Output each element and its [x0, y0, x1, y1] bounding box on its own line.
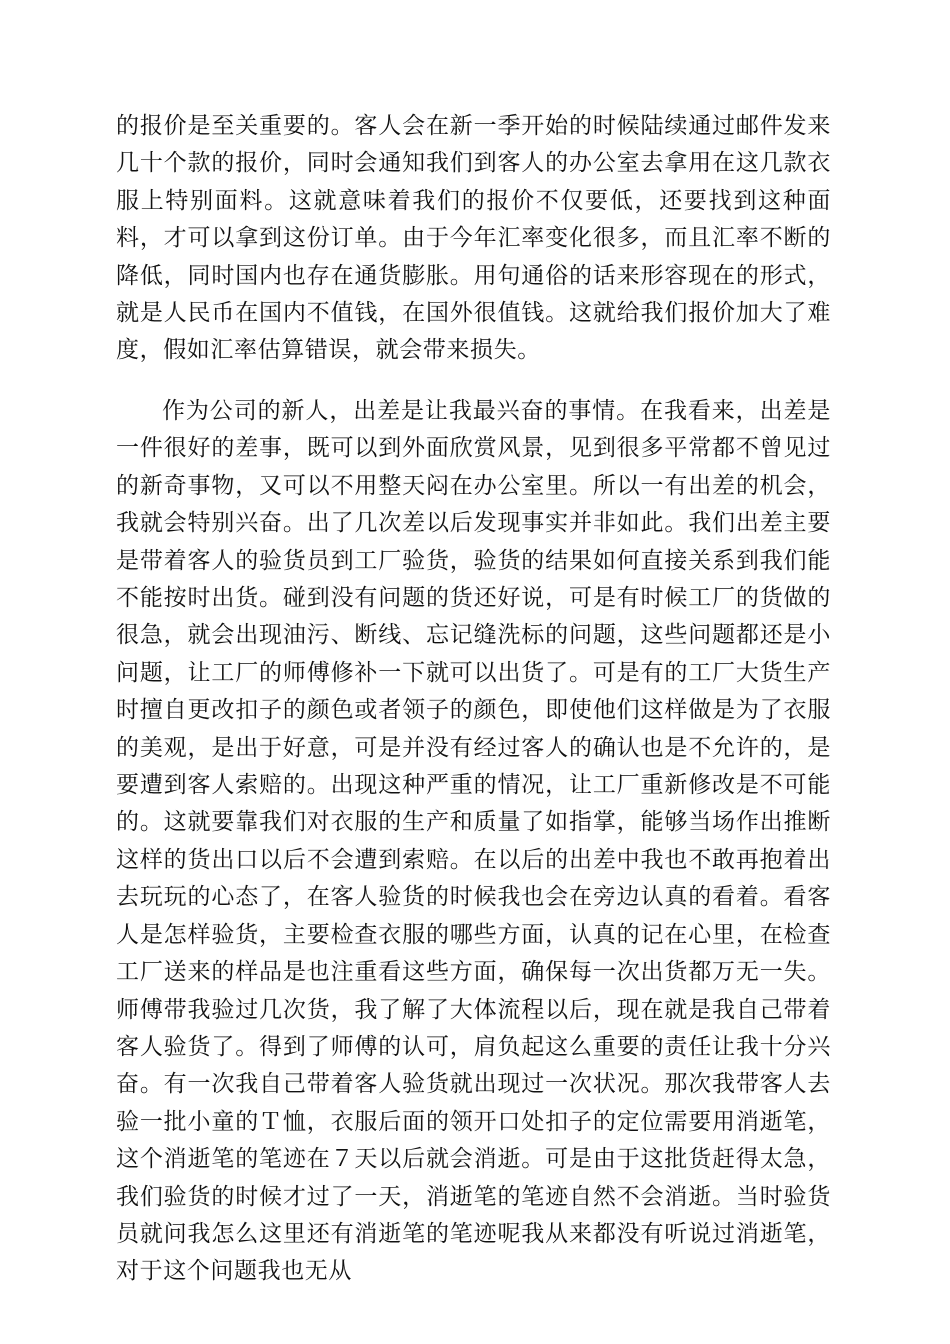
paragraph-2-container	[116, 393, 831, 1291]
paragraph-2: 作为公司的新人，出差是让我最兴奋的事情。在我看来，出差是一件很好的差事，既可以到外面欣赏风景，见到很多平常都不曾见过的新奇事物，又可以不用整天闷在办公室里。所以一有出差的机会，我就会特别兴奋。出了几次差以后发现事实并非如此。我们出差主要是带着客人的验货员到工厂验货，验货的结果如何直接关系到我们能不能按时出货。碰到没有问题的货还好说，可是有时候工厂的货做的很急，就会出现油污、断线、忘记缝洗标的问题，这些问题都还是小问题，让工厂的师傅修补一下就可以出货了。可是有的工厂大货生产时擅自更改扣子的颜色或者领子的颜色，即使他们这样做是为了衣服的美观，是出于好意，可是并没有经过客人的确认也是不允许的，是要遭到客人索赔的。出现这种严重的情况，让工厂重新修改是不可能的。这就要靠我们对衣服的生产和质量了如指掌，能够当场作出推断这样的货出口以后不会遭到索赔。在以后的出差中我也不敢再抱着出去玩玩的心态了，在客人验货的时候我也会在旁边认真的看着。看客人是怎样验货，主要检查衣服的哪些方面，认真的记在心里，在检查工厂送来的样品是也注重看这些方面，确保每一次出货都万无一失。师傅带我验过几次货，我了解了大体流程以后，现在就是我自己带着客人验货了。得到了师傅的认可，肩负起这么重要的责任让我十分兴奋。有一次我自己带着客人验货就出现过一次状况。那次我带客人去验一批小童的Ｔ恤，衣服后面的领开口处扣子的定位需要用消逝笔，这个消逝笔的笔迹在７天以后就会消逝。可是由于这批货赶得太急，我们验货的时候才过了一天，消逝笔的笔迹自然不会消逝。当时验货员就问我怎么这里还有消逝笔的笔迹呢我从来都没有听说过消逝笔，对于这个问题我也无从	[116, 398, 831, 1285]
paragraph-1-container	[116, 108, 831, 370]
paragraph-1: 的报价是至关重要的。客人会在新一季开始的时候陆续通过邮件发来几十个款的报价，同时会通知我们到客人的办公室去拿用在这几款衣服上特别面料。这就意味着我们的报价不仅要低，还要找到这种面料，才可以拿到这份订单。由于今年汇率变化很多，而且汇率不断的降低，同时国内也存在通货膨胀。用句通俗的话来形容现在的形式，就是人民币在国内不值钱，在国外很值钱。这就给我们报价加大了难度，假如汇率估算错误，就会带来损失。	[116, 113, 831, 364]
